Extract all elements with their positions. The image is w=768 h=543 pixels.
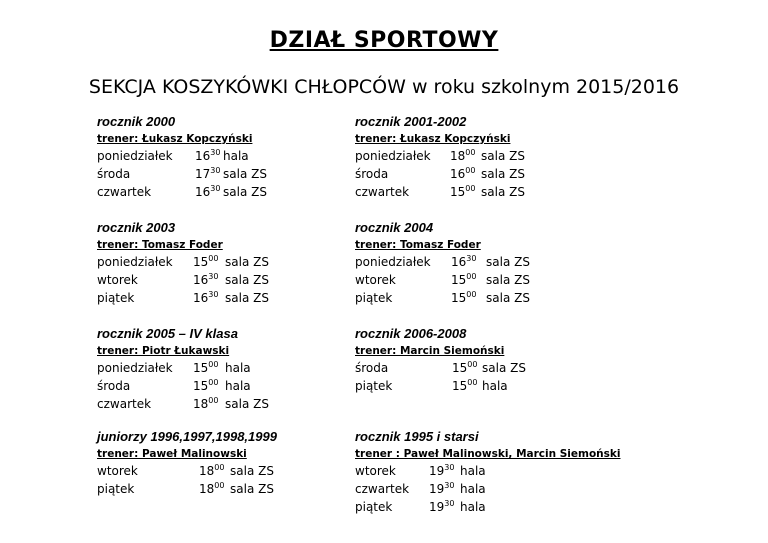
session-day: poniedziałek [97, 361, 173, 375]
session-row [97, 395, 427, 413]
session-time: $15^{00}$ [193, 378, 219, 393]
schedule-group [355, 428, 685, 516]
group-coach: trener: Tomasz Foder [97, 239, 223, 251]
group-heading: rocznik 2003 [97, 220, 176, 235]
group-heading: rocznik 2001-2002 [355, 114, 467, 129]
group-heading: juniorzy 1996,1997,1998,1999 [97, 429, 277, 444]
session-place: sala ZS [486, 291, 530, 305]
page-title: DZIAŁ SPORTOWY [269, 28, 499, 53]
session-day: piątek [355, 500, 393, 514]
session-time: $19^{30}$ [429, 481, 455, 496]
group-coach: trener: Tomasz Foder [355, 239, 481, 251]
group-coach: trener: Łukasz Kopczyński [355, 133, 511, 145]
session-day: poniedziałek [97, 255, 173, 269]
session-day: czwartek [97, 397, 152, 411]
group-coach: trener: Paweł Malinowski [97, 448, 247, 460]
schedule-group [355, 219, 685, 307]
session-time: $19^{30}$ [429, 463, 455, 478]
session-time: $15^{00}$ [450, 184, 476, 199]
session-place: sala ZS [481, 149, 525, 163]
group-coach: trener : Paweł Malinowski, Marcin Siemoński [355, 448, 621, 460]
session-time: $18^{00}$ [193, 396, 219, 411]
session-day: środa [355, 167, 389, 181]
session-day: wtorek [97, 273, 138, 287]
session-place: sala ZS [486, 255, 530, 269]
session-day: piątek [97, 482, 135, 496]
session-place: sala ZS [486, 273, 530, 287]
session-row [355, 253, 685, 271]
session-time: $15^{00}$ [452, 378, 478, 393]
session-place: sala ZS [225, 255, 269, 269]
session-day: piątek [355, 379, 393, 393]
session-time: $16^{30}$ [193, 272, 219, 287]
session-row [355, 359, 685, 377]
session-place: sala ZS [230, 464, 274, 478]
session-day: poniedziałek [355, 255, 431, 269]
session-day: piątek [97, 291, 135, 305]
session-row [355, 462, 685, 480]
group-heading: rocznik 2005 – IV klasa [97, 326, 238, 341]
session-time: $18^{00}$ [199, 463, 225, 478]
session-time: $16^{30}$ [195, 148, 221, 163]
session-day: czwartek [97, 185, 152, 199]
session-row [355, 147, 685, 165]
session-time: $16^{00}$ [450, 166, 476, 181]
schedule-group [355, 325, 685, 395]
session-row [355, 498, 685, 516]
group-heading: rocznik 2004 [355, 220, 434, 235]
session-place: hala [223, 149, 249, 163]
session-time: $16^{30}$ [451, 254, 477, 269]
session-place: hala [460, 500, 486, 514]
schedule-group [355, 113, 685, 201]
group-heading: rocznik 2000 [97, 114, 176, 129]
session-place: sala ZS [223, 185, 267, 199]
session-place: sala ZS [482, 361, 526, 375]
session-row [355, 165, 685, 183]
session-row [355, 480, 685, 498]
session-row [355, 377, 685, 395]
session-day: środa [97, 167, 131, 181]
session-day: środa [355, 361, 389, 375]
session-time: $15^{00}$ [193, 360, 219, 375]
session-time: $18^{00}$ [199, 481, 225, 496]
session-place: sala ZS [481, 185, 525, 199]
session-place: hala [460, 482, 486, 496]
session-place: sala ZS [230, 482, 274, 496]
session-place: hala [482, 379, 508, 393]
session-day: piątek [355, 291, 393, 305]
session-place: hala [225, 379, 251, 393]
session-row [355, 183, 685, 201]
session-time: $17^{30}$ [195, 166, 221, 181]
group-coach: trener: Piotr Łukawski [97, 345, 230, 357]
session-place: sala ZS [225, 397, 269, 411]
session-day: poniedziałek [355, 149, 431, 163]
session-day: czwartek [355, 482, 410, 496]
session-place: sala ZS [225, 273, 269, 287]
session-place: sala ZS [225, 291, 269, 305]
session-day: czwartek [355, 185, 410, 199]
session-time: $15^{00}$ [193, 254, 219, 269]
session-day: wtorek [355, 273, 396, 287]
session-time: $15^{00}$ [451, 272, 477, 287]
session-day: środa [97, 379, 131, 393]
session-day: poniedziałek [97, 149, 173, 163]
session-time: $19^{30}$ [429, 499, 455, 514]
group-heading: rocznik 2006-2008 [355, 326, 467, 341]
session-row [355, 289, 685, 307]
session-time: $15^{00}$ [452, 360, 478, 375]
session-row [355, 271, 685, 289]
session-time: $15^{00}$ [451, 290, 477, 305]
session-day: wtorek [97, 464, 138, 478]
session-place: sala ZS [223, 167, 267, 181]
session-time: $16^{30}$ [195, 184, 221, 199]
group-coach: trener: Marcin Siemoński [355, 345, 505, 357]
group-coach: trener: Łukasz Kopczyński [97, 133, 253, 145]
group-heading: rocznik 1995 i starsi [355, 429, 479, 444]
session-place: sala ZS [481, 167, 525, 181]
session-time: $18^{00}$ [450, 148, 476, 163]
session-place: hala [225, 361, 251, 375]
session-day: wtorek [355, 464, 396, 478]
session-place: hala [460, 464, 486, 478]
page-subtitle: SEKCJA KOSZYKÓWKI CHŁOPCÓW w roku szkolnym 2015/2016 [88, 76, 680, 98]
session-time: $16^{30}$ [193, 290, 219, 305]
